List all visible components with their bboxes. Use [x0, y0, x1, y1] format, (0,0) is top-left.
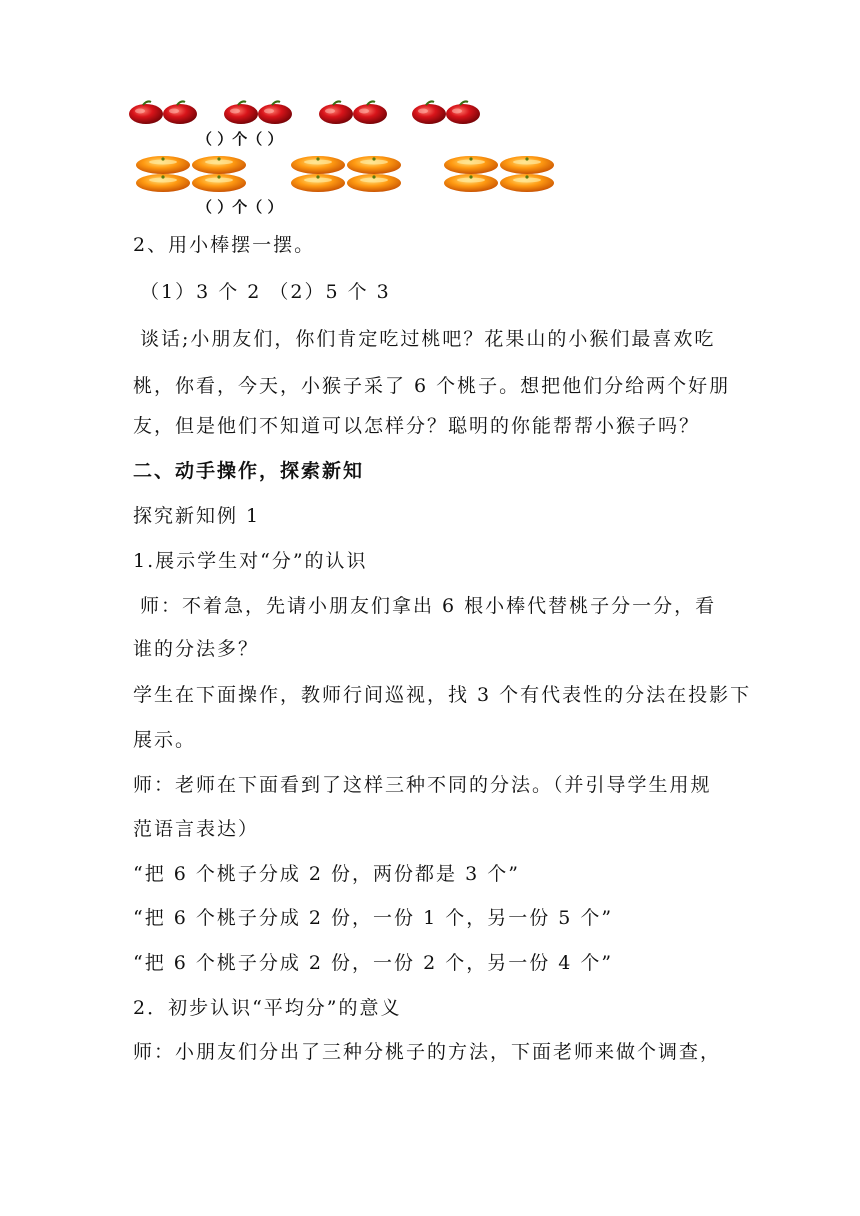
section-heading: 二、动手操作，探索新知 — [133, 460, 365, 482]
apple-icon — [258, 101, 292, 124]
apple-icon — [224, 101, 258, 124]
quote-line: “把 6 个桃子分成 2 份，一份 2 个，另一份 4 个” — [133, 952, 614, 974]
paragraph-line: 友，但是他们不知道可以怎样分？聪明的你能帮帮小猴子吗？ — [133, 415, 701, 437]
paragraph-line: 谁的分法多？ — [133, 638, 260, 660]
paragraph-line: 师：不着急，先请小朋友们拿出 6 根小棒代替桃子分一分，看 — [140, 595, 717, 617]
orange-icon — [500, 174, 554, 192]
orange-row — [136, 156, 554, 192]
paragraph-line: 谈话;小朋友们，你们肯定吃过桃吧？花果山的小猴们最喜欢吃 — [140, 328, 716, 350]
orange-icon — [192, 156, 246, 174]
apple-icon — [319, 101, 353, 124]
exercise-items: （1）3 个 2 （2）5 个 3 — [140, 281, 391, 303]
paragraph-line: 桃，你看，今天，小猴子采了 6 个桃子。想把他们分给两个好朋 — [133, 375, 731, 397]
orange-icon — [136, 156, 190, 174]
orange-icon — [136, 174, 190, 192]
subsection-heading: 探究新知例 1 — [133, 505, 261, 527]
paragraph-line: 学生在下面操作，教师行间巡视，找 3 个有代表性的分法在投影下 — [133, 684, 752, 706]
numbered-heading: 2．初步认识“平均分”的意义 — [133, 997, 402, 1019]
apple-icon — [163, 101, 197, 124]
paragraph-line: 展示。 — [133, 729, 197, 751]
exercise-heading: 2、用小棒摆一摆。 — [133, 234, 316, 256]
orange-icon — [347, 174, 401, 192]
numbered-heading: 1.展示学生对“分”的认识 — [133, 550, 368, 572]
quote-line: “把 6 个桃子分成 2 份，一份 1 个，另一份 5 个” — [133, 907, 614, 929]
fruit-illustration — [125, 92, 605, 214]
orange-icon — [291, 156, 345, 174]
apple-icon — [446, 101, 480, 124]
orange-icon — [444, 174, 498, 192]
paragraph-line: 师：小朋友们分出了三种分桃子的方法，下面老师来做个调查， — [133, 1041, 722, 1063]
apple-icon — [412, 101, 446, 124]
orange-icon — [500, 156, 554, 174]
orange-icon — [347, 156, 401, 174]
row2-blank-label: （ ）个（ ） — [197, 198, 283, 214]
apple-icon — [353, 101, 387, 124]
orange-icon — [192, 174, 246, 192]
orange-icon — [444, 156, 498, 174]
apple-row — [129, 101, 480, 124]
paragraph-line: 师：老师在下面看到了这样三种不同的分法。（并引导学生用规 — [133, 774, 712, 796]
fruit-figure — [125, 92, 605, 214]
paragraph-line: 范语言表达） — [133, 818, 260, 840]
row1-blank-label: （ ）个（ ） — [197, 130, 283, 148]
orange-icon — [291, 174, 345, 192]
apple-icon — [129, 101, 163, 124]
quote-line: “把 6 个桃子分成 2 份，两份都是 3 个” — [133, 863, 520, 885]
